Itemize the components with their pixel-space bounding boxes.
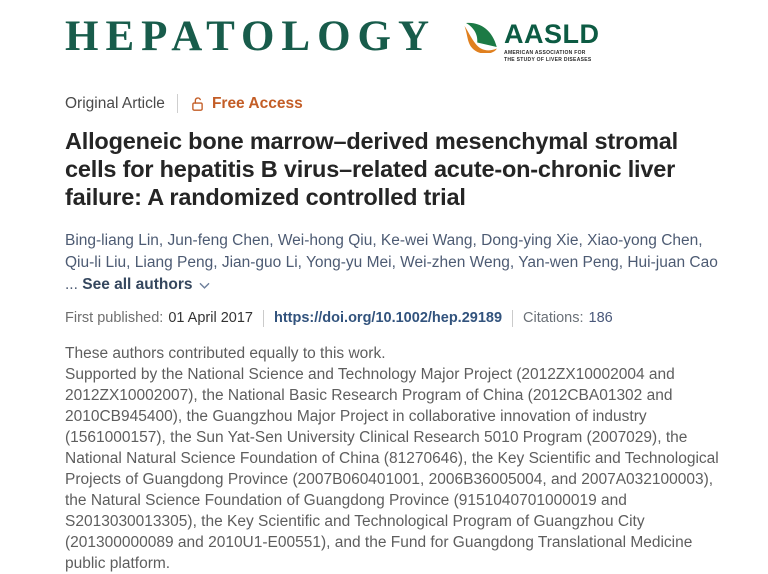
article-notes [65, 343, 735, 574]
journal-header [65, 14, 735, 66]
citations-label: Citations: [523, 310, 584, 326]
citations-info [523, 310, 613, 326]
free-access-badge [190, 95, 303, 113]
chevron-down-icon [199, 282, 210, 290]
authors-list [65, 230, 735, 296]
first-published-date: 01 April 2017 [168, 310, 253, 326]
open-lock-icon [190, 96, 205, 112]
see-all-authors-button[interactable]: See all authors [82, 276, 209, 293]
divider [512, 310, 513, 327]
first-published-label: First published: [65, 310, 164, 326]
citations-count[interactable]: 186 [588, 310, 613, 326]
doi-link[interactable]: https://doi.org/10.1002/hep.29189 [273, 310, 503, 326]
aasld-wordmark: AASLD [504, 19, 600, 49]
aasld-swoosh-icon [462, 20, 500, 53]
article-title: Allogeneic bone marrow–derived mesenchymal stromal cells for hepatitis B virus–related acute-on-chronic liver failure: A randomized controlled trial [65, 128, 678, 210]
article-meta-bar [65, 93, 735, 114]
free-access-label: Free Access [211, 94, 303, 112]
article-type-label: Original Article [65, 94, 165, 112]
publication-meta-row [65, 308, 735, 328]
contribution-note: These authors contributed equally to this work. [65, 345, 386, 362]
aasld-tagline-line1: AMERICAN ASSOCIATION FOR [504, 50, 586, 56]
funding-note: Supported by the National Science and Technology Major Project (2012ZX10002004 and 2012ZX10002007), the National Basic Research Program of China (2012CBA01302 and 2010CB945400), the Guangzhou Major Project in collaborative innovation of industry (1561000157), the Sun Yat-Sen University Clinical Research 5010 Program (2007029), the National Natural Science Foundation of China (81270646), the Key Scientific and Technological Projects of Guangdong Province (2007B060401001, 2006B36005004, and 2007A032100003), the Natural Science Foundation of Guangdong Province (9151040701000019 and S2013030013305), the Key Scientific and Technological Program of Guangzhou City (201300000089 and 2010U1-E00551), and the Fund for Guangdong Translational Medicine public platform. [65, 366, 719, 572]
aasld-logo [462, 20, 600, 63]
hepatology-logo: HEPATOLOGY [65, 13, 437, 60]
aasld-tagline-line2: THE STUDY OF LIVER DISEASES [504, 56, 592, 63]
divider [177, 94, 178, 113]
divider [263, 310, 264, 327]
author-names: Bing-liang Lin, Jun-feng Chen, Wei-hong Qiu, Ke-wei Wang, Dong-ying Xie, Xiao-yong Chen, Qiu-li Liu, Liang Peng, Jian-guo Li, Yong-yu Mei, Wei-zhen Weng, Yan-wen Peng, Hui-juan Cao ... [65, 232, 718, 293]
